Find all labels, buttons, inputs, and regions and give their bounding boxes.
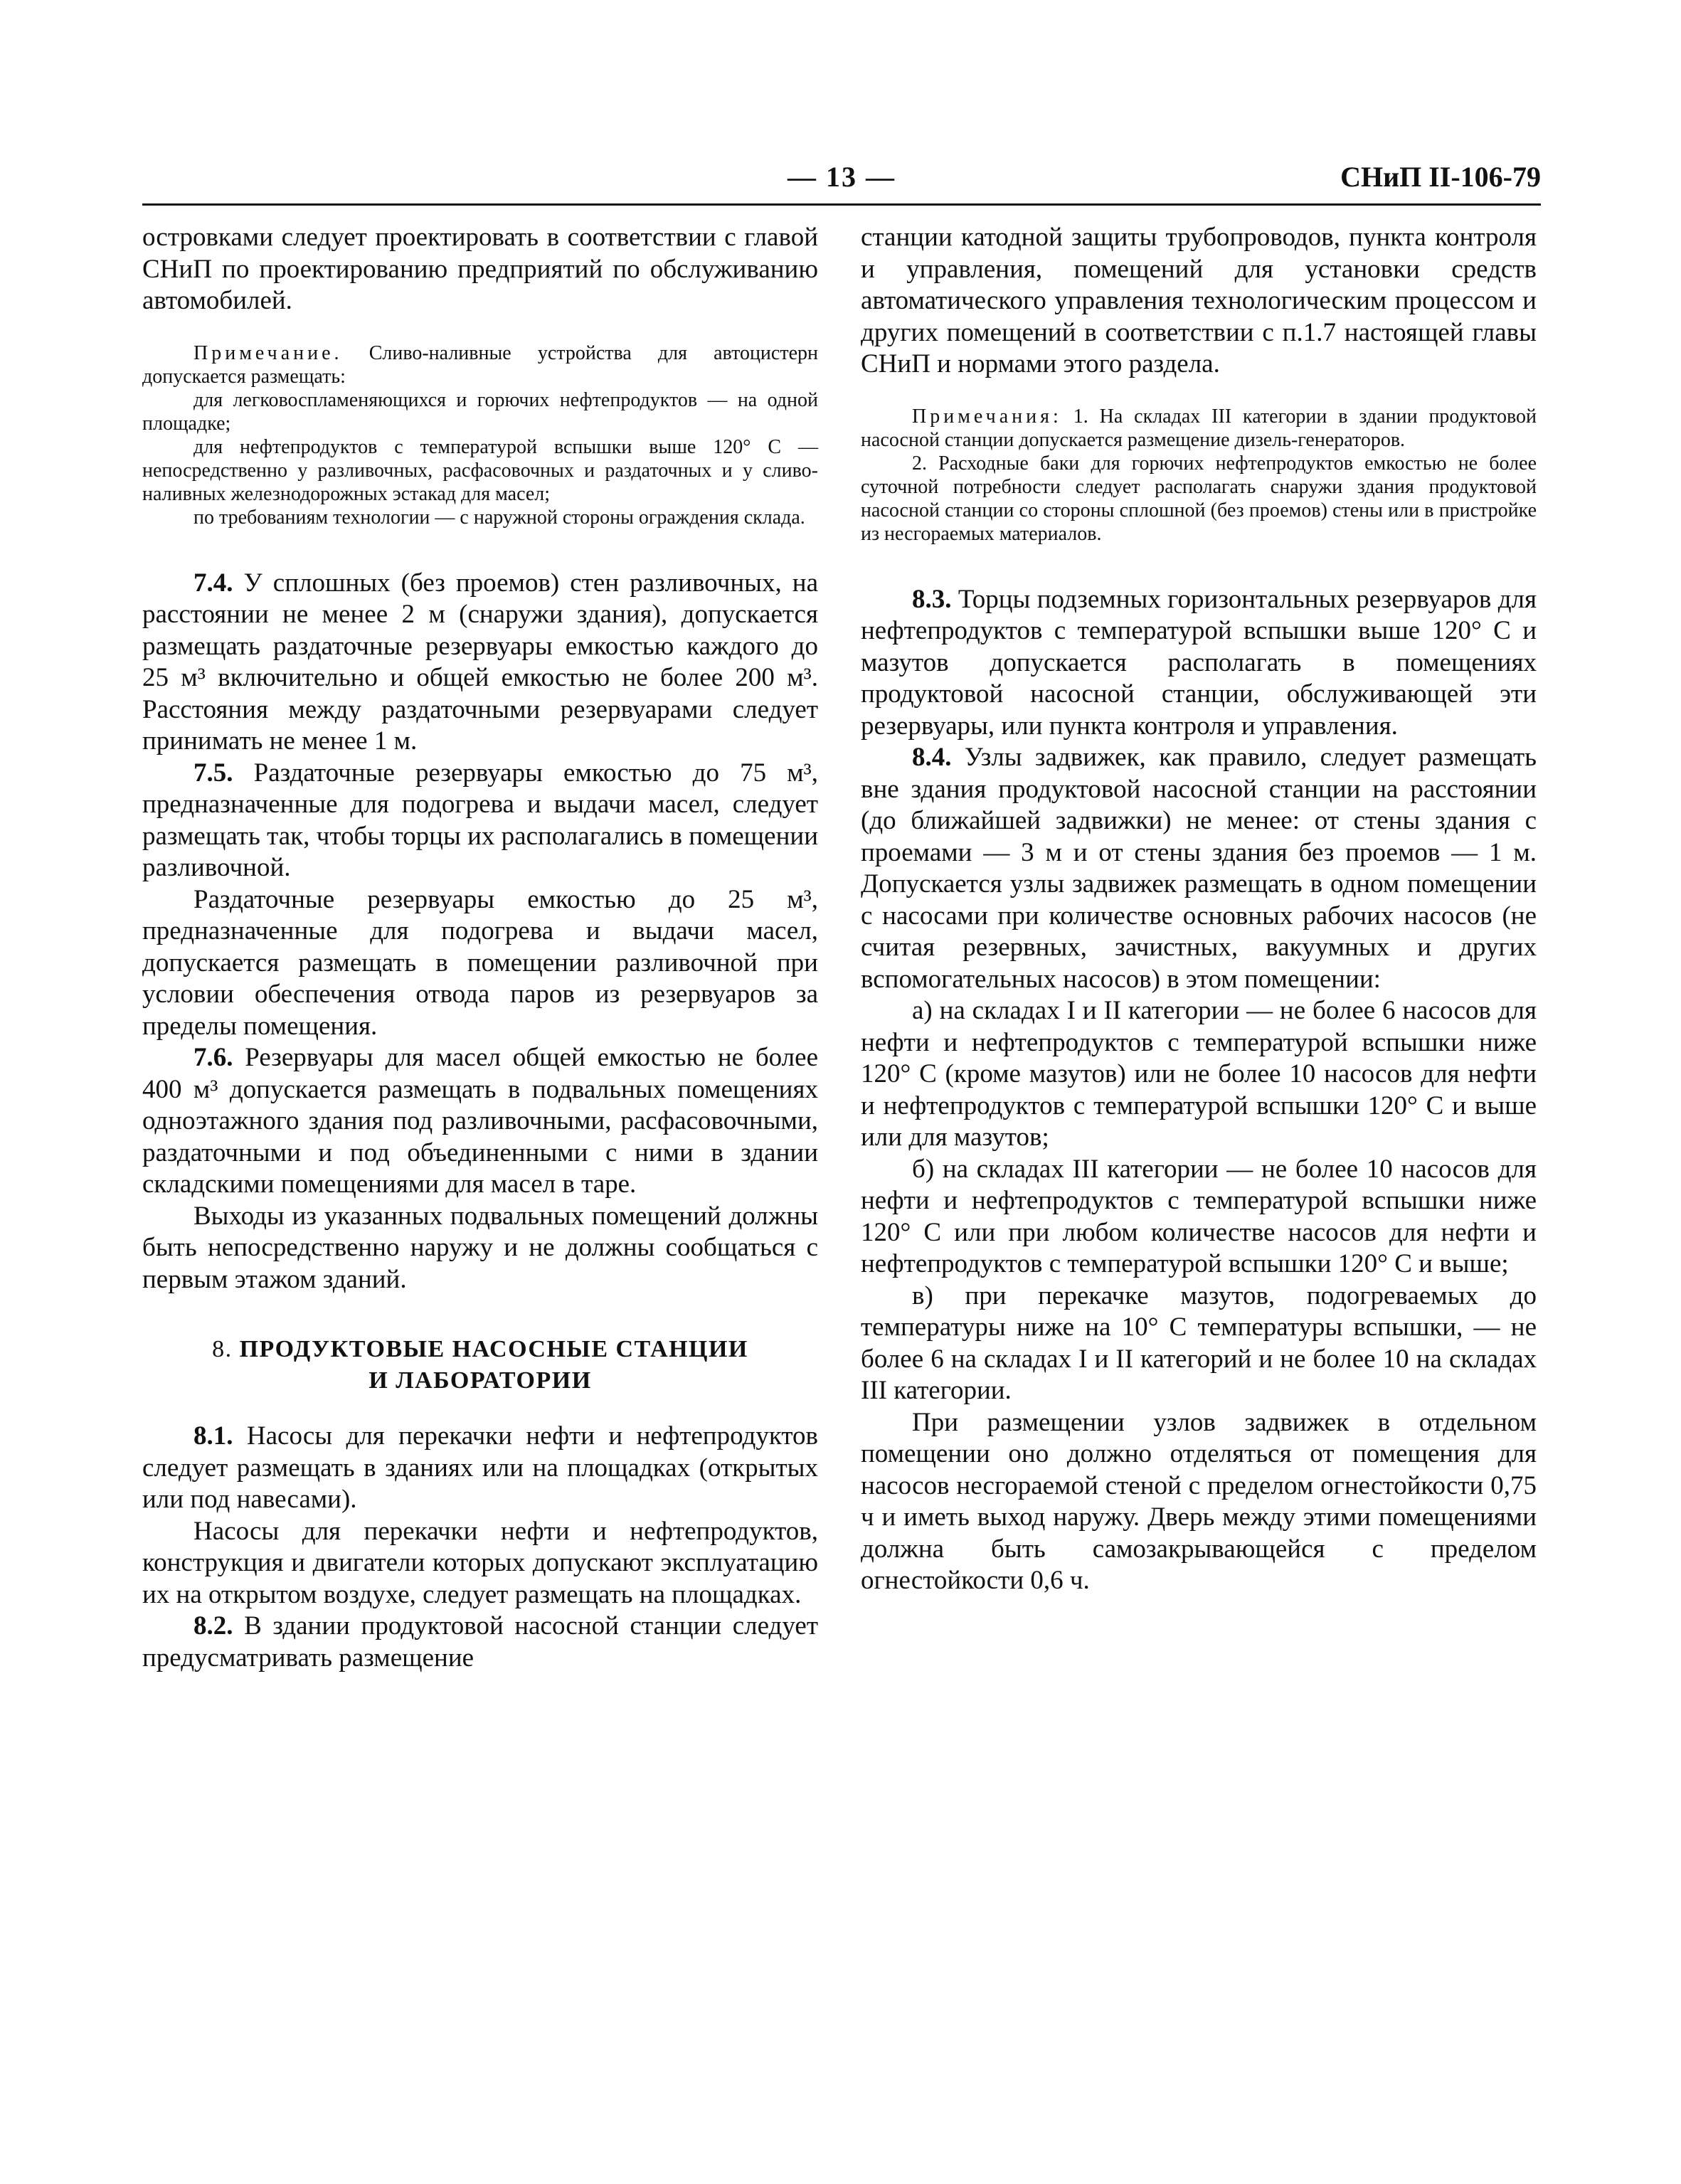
- note-item: 1. На складах III категории в здании продуктовой насосной станции допускается размещение дизель-генераторов.: [861, 405, 1537, 451]
- clause-8-1: [142, 1421, 818, 1516]
- clause-number: 8.2.: [193, 1611, 233, 1640]
- clause-text: В здании продуктовой насосной станции следует предусматривать размещение: [142, 1611, 818, 1673]
- clause-text: Торцы подземных горизонтальных резервуаров для нефтепродуктов с температурой вспышки выше 120° С и мазутов допускается располагать в помещениях продуктовой насосной станции, обслуживающей эти резервуары, или пункта контроля и управления.: [861, 584, 1537, 741]
- left-column: [142, 222, 818, 1674]
- paragraph: При размещении узлов задвижек в отдельном помещении оно должно отделяться от помещения для насосов несгораемой стеной с пределом огнестойкости 0,75 ч и иметь выход наружу. Дверь между этими помещениями должна быть самозакрывающейся с пределом огнестойкости 0,6 ч.: [861, 1407, 1537, 1595]
- clause-7-5: [142, 758, 818, 884]
- paragraph: Выходы из указанных подвальных помещений должны быть непосредственно наружу и не должны сообщаться с первым этажом зданий.: [142, 1201, 818, 1294]
- notes-block: [861, 405, 1537, 546]
- document-code: СНиП II-106-79: [1340, 161, 1541, 193]
- clause-number: 7.6.: [193, 1043, 233, 1072]
- list-item: б) на складах III категории — не более 10 насосов для нефти и нефтепродуктов с температурой вспышки ниже 120° С или при любом количестве насосов для нефти и нефтепродуктов с температурой вспышки 120° С и выше;: [861, 1154, 1537, 1278]
- section-heading: [142, 1334, 818, 1396]
- clause-text: Насосы для перекачки нефти и нефтепродуктов следует размещать в зданиях или на площадках (открытых или под навесами).: [142, 1421, 819, 1514]
- clause-number: 8.3.: [912, 584, 952, 614]
- note-text: Сливо-наливные устройства для автоцистерн допускается размещать:: [142, 341, 818, 388]
- clause-number: 7.4.: [193, 568, 233, 598]
- right-column: [861, 222, 1537, 1597]
- note-label: Примечание.: [193, 341, 343, 364]
- list-item: в) при перекачке мазутов, подогреваемых до температуры ниже на 10° С температуры вспышки, — не более 6 на складах I и II категорий и не более 10 на складах III категории.: [861, 1281, 1537, 1405]
- clause-number: 8.1.: [193, 1421, 233, 1451]
- paragraph: Раздаточные резервуары емкостью до 25 м³, предназначенные для подогрева и выдачи масел, допускается размещать в помещении разливочной при условии обеспечения отвода паров из резервуаров за пределы помещения.: [142, 884, 818, 1041]
- note-item: для легковоспламеняющихся и горючих нефтепродуктов — на одной площадке;: [142, 388, 818, 435]
- clause-text: Резервуары для масел общей емкостью не более 400 м³ допускается размещать в подвальных помещениях одноэтажного здания под разливочными, расфасовочными, раздаточными и под объединенными с ними в здании складскими помещениями для масел в таре.: [142, 1043, 818, 1199]
- page-number: — 13 —: [788, 161, 896, 193]
- notes-label: Примечания:: [912, 405, 1062, 428]
- clause-number: 8.4.: [912, 743, 952, 772]
- clause-8-3: [861, 584, 1537, 743]
- list-item: а) на складах I и II категории — не более 6 насосов для нефти и нефтепродуктов с температурой вспышки ниже 120° С (кроме мазутов) или не более 10 насосов для нефти и нефтепродуктов с температурой вспышки 120° С и выше или для мазутов;: [861, 996, 1537, 1152]
- section-number: 8.: [212, 1336, 233, 1362]
- section-title-line: И ЛАБОРАТОРИИ: [368, 1367, 592, 1394]
- note-block: [142, 341, 818, 529]
- page-header: [142, 160, 1541, 196]
- paragraph-continuation: островками следует проектировать в соответствии с главой СНиП по проектированию предприятий по обслуживанию автомобилей.: [142, 223, 818, 315]
- clause-7-4: [142, 568, 818, 758]
- header-rule: [142, 203, 1541, 206]
- clause-8-4: [861, 742, 1537, 995]
- note-item: 2. Расходные баки для горючих нефтепродуктов емкостью не более суточной потребности следует располагать снаружи здания продуктовой насосной станции со стороны сплошной (без проемов) стены или в пристройке из несгораемых материалов.: [861, 452, 1537, 545]
- note-item: по требованиям технологии — с наружной стороны ограждения склада.: [193, 506, 805, 529]
- paragraph-continuation: станции катодной защиты трубопроводов, пункта контроля и управления, помещений для установки средств автоматического управления технологическим процессом и других помещений в соответствии с п.1.7 настоящей главы СНиП и нормами этого раздела.: [861, 223, 1537, 378]
- clause-text: Раздаточные резервуары емкостью до 75 м³, предназначенные для подогрева и выдачи масел, следует размещать так, чтобы торцы их располагались в помещении разливочной.: [142, 758, 819, 882]
- clause-number: 7.5.: [193, 758, 233, 788]
- clause-8-2: [142, 1611, 818, 1674]
- section-title-line: ПРОДУКТОВЫЕ НАСОСНЫЕ СТАНЦИИ: [239, 1336, 748, 1362]
- clause-text: Узлы задвижек, как правило, следует размещать вне здания продуктовой насосной станции на расстоянии (до ближайшей задвижки) не менее: от стены здания с проемами — 3 м и от стены здания без проемов — 1 м. Допускается узлы задвижек размещать в одном помещении с насосами при количестве основных рабочих насосов (не считая резервных, зачистных, вакуумных и других вспомогательных насосов) в этом помещении:: [861, 743, 1537, 994]
- clause-text: У сплошных (без проемов) стен разливочных, на расстоянии не менее 2 м (снаружи здания), допускается размещать раздаточные резервуары емкостью каждого до 25 м³ включительно и общей емкостью не более 200 м³. Расстояния между раздаточными резервуарами следует принимать не менее 1 м.: [142, 568, 818, 756]
- note-item: для нефтепродуктов с температурой вспышки выше 120° С — непосредственно у разливочных, расфасовочных и раздаточных и у сливо-наливных железнодорожных эстакад для масел;: [142, 435, 818, 505]
- clause-7-6: [142, 1042, 818, 1201]
- paragraph: Насосы для перекачки нефти и нефтепродуктов, конструкция и двигатели которых допускают эксплуатацию их на открытом воздухе, следует размещать на площадках.: [142, 1516, 818, 1609]
